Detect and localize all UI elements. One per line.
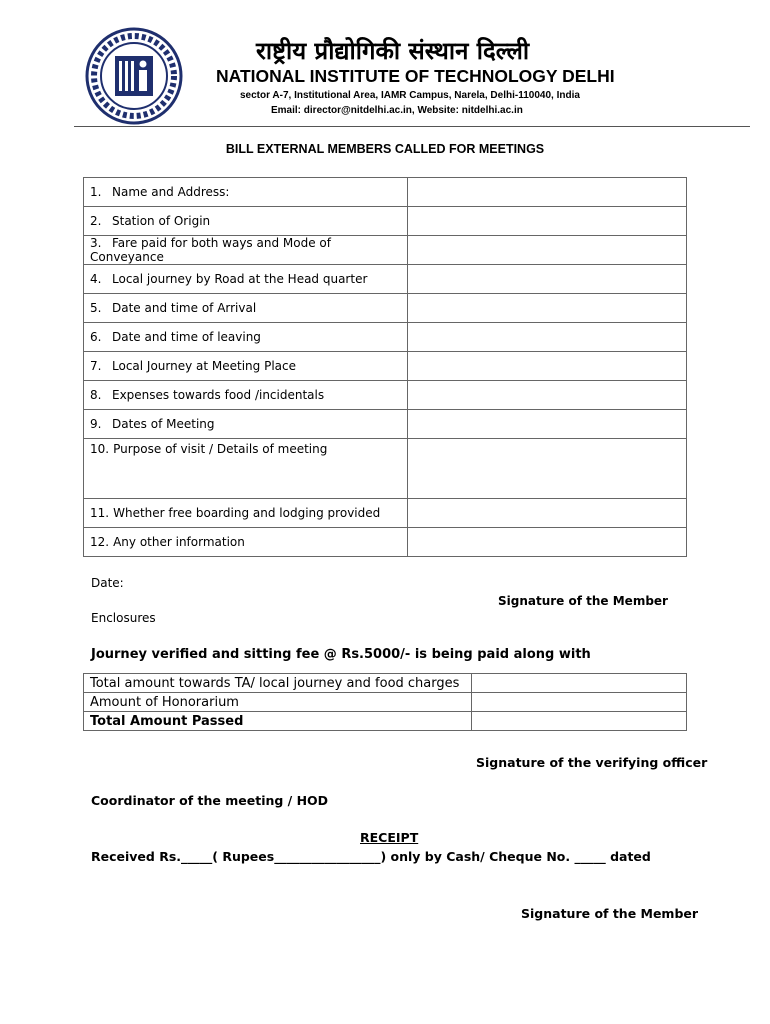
row-label: Local Journey at Meeting Place — [112, 359, 297, 373]
value-cell[interactable] — [408, 236, 687, 265]
row-number: 2. — [90, 214, 102, 228]
value-cell[interactable] — [408, 323, 687, 352]
table-row — [84, 178, 687, 207]
table-row — [84, 207, 687, 236]
member-signature-label: Signature of the Member — [498, 594, 668, 608]
value-cell[interactable] — [408, 499, 687, 528]
amount-value-cell[interactable] — [472, 674, 687, 693]
value-cell[interactable] — [408, 265, 687, 294]
value-cell[interactable] — [408, 528, 687, 557]
institute-hindi-name: राष्ट्रीय प्रौद्योगिकी संस्थान दिल्ली — [256, 37, 530, 65]
row-number: 7. — [90, 359, 102, 373]
amount-value-cell[interactable] — [472, 712, 687, 731]
table-row — [84, 381, 687, 410]
row-label: Local journey by Road at the Head quarter — [112, 272, 368, 286]
receipt-line: Received Rs._____( Rupees_________________) only by Cash/ Cheque No. _____ dated — [91, 849, 651, 864]
table-row — [84, 528, 687, 557]
row-label: Expenses towards food /incidentals — [112, 388, 325, 402]
header-divider — [74, 126, 750, 127]
row-number: 6. — [90, 330, 102, 344]
table-row — [84, 352, 687, 381]
row-label: Whether free boarding and lodging provided — [113, 506, 381, 520]
enclosures-label: Enclosures — [91, 611, 156, 625]
row-label: Date and time of Arrival — [112, 301, 257, 315]
table-row — [84, 712, 687, 731]
row-label: Purpose of visit / Details of meeting — [113, 442, 328, 456]
member-signature-label-2: Signature of the Member — [521, 906, 699, 921]
institute-logo — [84, 26, 184, 126]
value-cell[interactable] — [408, 439, 687, 499]
table-row — [84, 693, 687, 712]
row-label: Any other information — [113, 535, 245, 549]
table-row — [84, 265, 687, 294]
institute-name: NATIONAL INSTITUTE OF TECHNOLOGY DELHI — [216, 66, 615, 86]
form-title: BILL EXTERNAL MEMBERS CALLED FOR MEETINGS — [225, 142, 545, 156]
row-number: 4. — [90, 272, 102, 286]
row-label: Name and Address: — [112, 185, 230, 199]
row-label: Fare paid for both ways and Mode of Conveyance — [90, 236, 331, 264]
row-label: Date and time of leaving — [112, 330, 261, 344]
row-number: 10. — [90, 442, 110, 456]
receipt-title: RECEIPT — [360, 830, 419, 845]
row-number: 5. — [90, 301, 102, 315]
row-number: 8. — [90, 388, 102, 402]
amount-label: Amount of Honorarium — [84, 693, 472, 712]
table-row — [84, 294, 687, 323]
row-label: Dates of Meeting — [112, 417, 215, 431]
value-cell[interactable] — [408, 178, 687, 207]
date-label: Date: — [91, 576, 124, 590]
table-row — [84, 410, 687, 439]
row-number: 12. — [90, 535, 110, 549]
table-row — [84, 499, 687, 528]
institute-address: sector A-7, Institutional Area, IAMR Campus, Narela, Delhi-110040, India — [240, 90, 580, 101]
row-number: 11. — [90, 506, 110, 520]
table-row — [84, 439, 687, 499]
value-cell[interactable] — [408, 207, 687, 236]
value-cell[interactable] — [408, 352, 687, 381]
journey-statement: Journey verified and sitting fee @ Rs.5000/- is being paid along with — [91, 647, 591, 662]
row-number: 1. — [90, 185, 102, 199]
institute-contact: Email: director@nitdelhi.ac.in, Website: nitdelhi.ac.in — [271, 105, 523, 116]
table-row — [84, 323, 687, 352]
details-table — [83, 177, 687, 557]
amount-label: Total Amount Passed — [84, 712, 472, 731]
value-cell[interactable] — [408, 410, 687, 439]
row-label: Station of Origin — [112, 214, 211, 228]
verifying-officer-signature: Signature of the verifying officer — [476, 755, 708, 770]
value-cell[interactable] — [408, 381, 687, 410]
table-row — [84, 674, 687, 693]
amount-label: Total amount towards TA/ local journey and food charges — [84, 674, 472, 693]
amount-table — [83, 673, 687, 731]
coordinator-label: Coordinator of the meeting / HOD — [91, 793, 329, 808]
value-cell[interactable] — [408, 294, 687, 323]
row-number: 3. — [90, 236, 102, 250]
row-number: 9. — [90, 417, 102, 431]
amount-value-cell[interactable] — [472, 693, 687, 712]
table-row — [84, 236, 687, 265]
